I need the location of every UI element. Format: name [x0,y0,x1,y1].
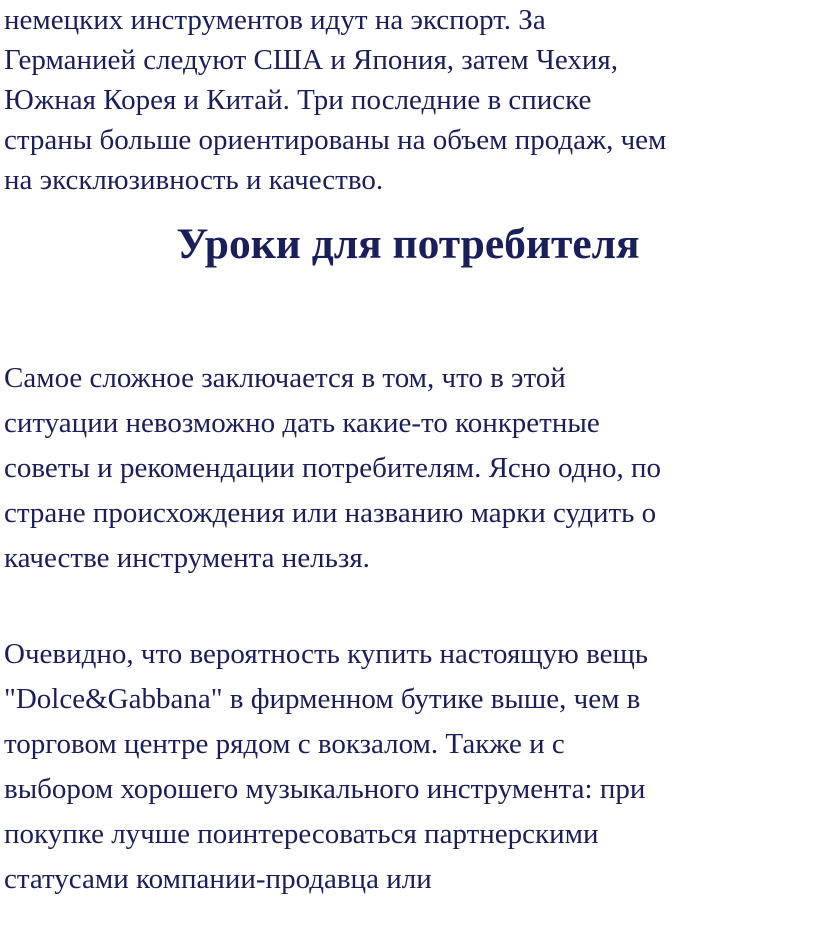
text-line: стране происхождения или названию марки судить о [4,497,657,529]
text-line: покупке лучше поинтересоваться партнерскими [4,818,599,850]
section-heading: Уроки для потребителя [176,220,640,268]
text-line: советы и рекомендации потребителям. Ясно одно, по [4,452,662,484]
text-line: выбором хорошего музыкального инструмента: при [4,773,646,805]
text-line: ситуации невозможно дать какие-то конкретные [4,407,600,439]
paragraph-export [4,0,810,200]
text-line: на эксклюзивность и качество. [4,164,384,196]
text-line: торговом центре рядом с вокзалом. Также и с [4,728,565,760]
text-line: статусами компании-продавца или [4,863,432,895]
text-line: страны больше ориентированы на объем продаж, чем [4,124,667,156]
text-line: Германией следуют США и Япония, затем Чехия, [4,44,618,76]
text-line: качестве инструмента нельзя. [4,542,370,574]
text-line: "Dolce&Gabbana" в фирменном бутике выше, чем в [4,683,641,715]
paragraph-example [4,632,810,902]
text-line: немецких инструментов идут на экспорт. За [4,4,546,36]
paragraph-consumer-advice [4,356,810,581]
text-line: Самое сложное заключается в том, что в этой [4,362,566,394]
text-line: Очевидно, что вероятность купить настоящую вещь [4,638,649,670]
text-line: Южная Корея и Китай. Три последние в списке [4,84,592,116]
